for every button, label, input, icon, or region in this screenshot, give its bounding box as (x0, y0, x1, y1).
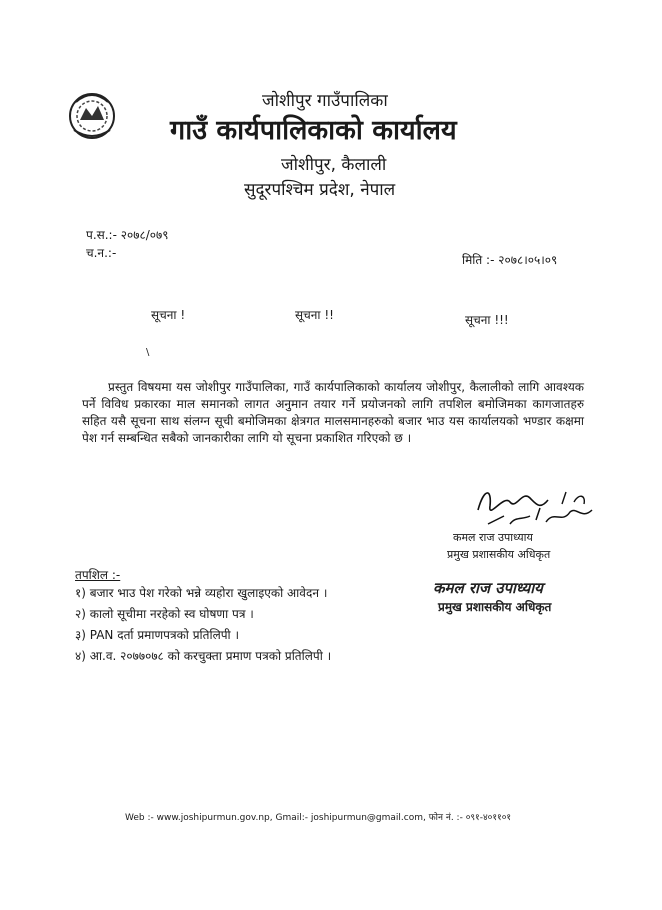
office-location: जोशीपुर, कैलाली (281, 155, 387, 175)
notice-heading-1: सूचना ! (151, 308, 186, 322)
letter-date: मिति :- २०७८।०५।०९ (462, 253, 558, 267)
office-title: गाउँ कार्यपालिकाको कार्यालय (170, 115, 457, 146)
list-item: १) बजार भाउ पेश गरेको भन्ने व्यहोरा खुलाइएको आवेदन । (75, 586, 328, 600)
letter-number: प.स.:- २०७८/०७९ (86, 228, 169, 242)
contact-footer: Web :- www.joshipurmun.gov.np, Gmail:- joshipurmun@gmail.com, फोन नं. :- ०९१-४०११०१ (125, 813, 512, 823)
stray-mark: \ (146, 347, 150, 358)
handwritten-signature (470, 480, 600, 530)
stamp-title: प्रमुख प्रशासकीय अधिकृत (438, 600, 552, 614)
notice-heading-2: सूचना !! (295, 308, 334, 322)
notice-body: प्रस्तुत विषयमा यस जोशीपुर गाउँपालिका, गाउँ कार्यपालिकाको कार्यालय जोशीपुर, कैलालीको लागि आवश्यक पर्ने विविध प्रकारका माल समानको लागत अनुमान तयार गर्ने प्रयोजनको लागि तपशिल बमोजिमका कागजातहरु सहित यसै सूचना साथ संलग्न सूची बमोजिमका क्षेत्रगत मालसमानहरुको बजार भाउ यस कार्यालयको भण्डार कक्षमा पेश गर्न सम्बन्धित सबैको जानकारीका लागि यो सूचना प्रकाशित गरिएको छ । (82, 380, 584, 445)
dispatch-number: च.न.:- (86, 246, 117, 260)
list-item: ४) आ.व. २०७७०७८ को करचुक्ता प्रमाण पत्रको प्रतिलिपी । (75, 649, 332, 663)
list-item: ३) PAN दर्ता प्रमाणपत्रको प्रतिलिपी । (75, 628, 240, 642)
signatory-title: प्रमुख प्रशासकीय अधिकृत (447, 548, 551, 561)
province-line: सुदूरपश्चिम प्रदेश, नेपाल (244, 180, 396, 200)
list-item: २) कालो सूचीमा नरहेको स्व घोषणा पत्र । (75, 607, 254, 621)
stamp-name: कमल राज उपाध्याय (433, 579, 543, 597)
government-emblem-icon (66, 90, 118, 142)
details-heading: तपशिल :- (75, 568, 121, 582)
notice-heading-3: सूचना !!! (465, 313, 509, 327)
signatory-name: कमल राज उपाध्याय (453, 531, 533, 544)
details-list (75, 583, 331, 667)
municipality-name: जोशीपुर गाउँपालिका (262, 91, 388, 111)
